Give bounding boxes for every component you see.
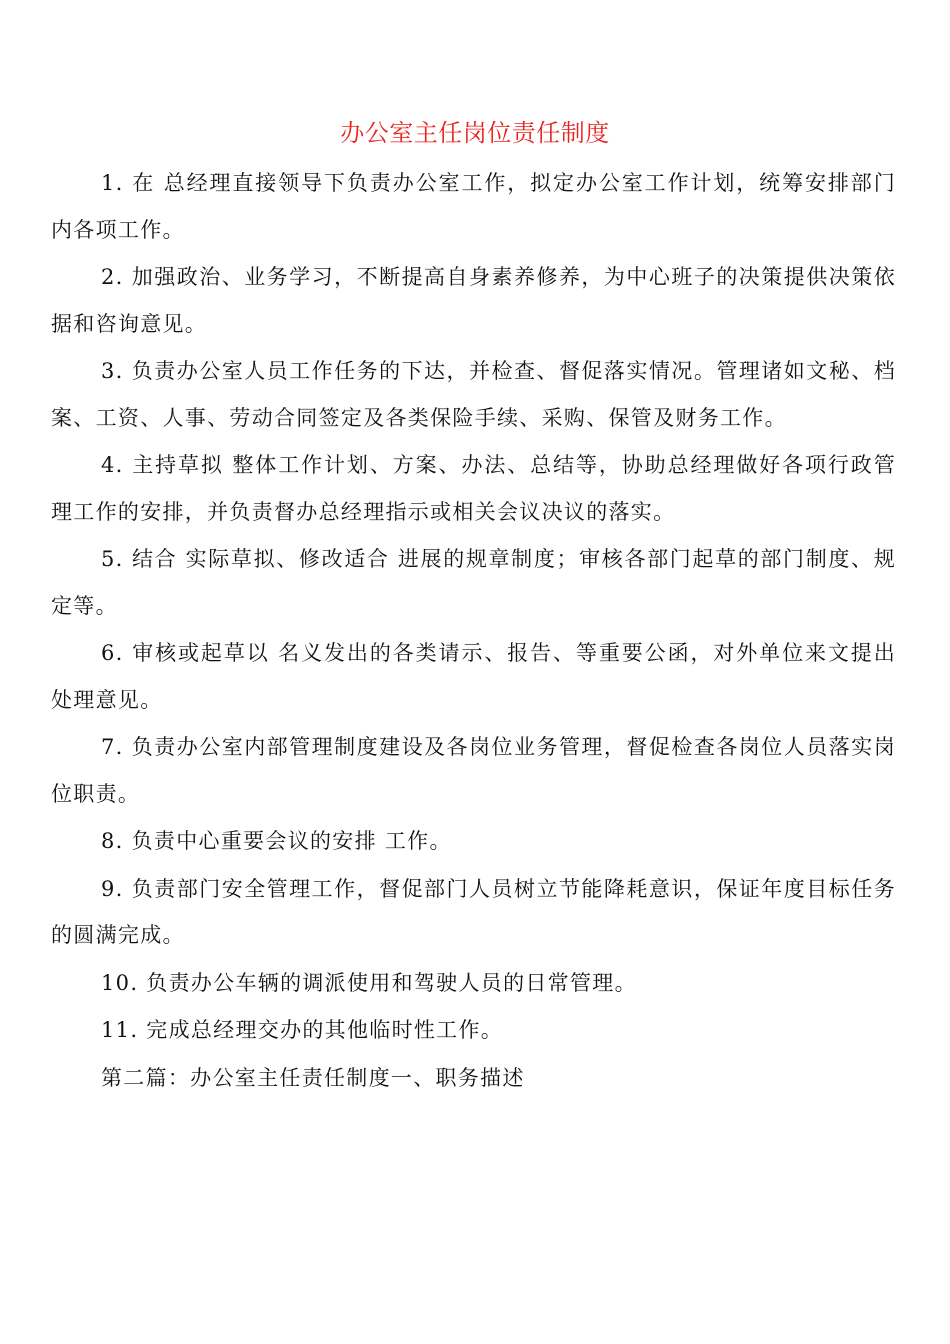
document-body: [51, 160, 896, 1102]
paragraph-9: 9. 负责部门安全管理工作，督促部门人员树立节能降耗意识，保证年度目标任务的圆满完成。: [51, 876, 896, 947]
paragraph-2: 2. 加强政治、业务学习，不断提高自身素养修养，为中心班子的决策提供决策依据和咨询意见。: [51, 265, 896, 336]
section-heading-part-two: 第二篇：办公室主任责任制度一、职务描述: [101, 1065, 525, 1090]
paragraph-10: 10. 负责办公车辆的调派使用和驾驶人员的日常管理。: [101, 970, 637, 995]
paragraph-5: 5. 结合 实际草拟、修改适合 进展的规章制度；审核各部门起草的部门制度、规定等。: [51, 547, 896, 618]
paragraph-6: 6. 审核或起草以 名义发出的各类请示、报告、等重要公函，对外单位来文提出处理意见。: [51, 641, 896, 712]
paragraph-8: 8. 负责中心重要会议的安排 工作。: [101, 829, 452, 853]
paragraph-1: 1. 在 总经理直接领导下负责办公室工作，拟定办公室工作计划，统筹安排部门内各项工作。: [51, 171, 896, 242]
paragraph-3: 3. 负责办公室人员工作任务的下达，并检查、督促落实情况。管理诸如文秘、档案、工资、人事、劳动合同签定及各类保险手续、采购、保管及财务工作。: [51, 359, 896, 430]
document-title: 办公室主任岗位责任制度: [340, 119, 610, 147]
paragraph-7: 7. 负责办公室内部管理制度建设及各岗位业务管理，督促检查各岗位人员落实岗位职责。: [51, 735, 896, 806]
paragraph-11: 11. 完成总经理交办的其他临时性工作。: [101, 1018, 504, 1042]
paragraph-4: 4. 主持草拟 整体工作计划、方案、办法、总结等，协助总经理做好各项行政管理工作的安排，并负责督办总经理指示或相关会议决议的落实。: [51, 453, 896, 524]
